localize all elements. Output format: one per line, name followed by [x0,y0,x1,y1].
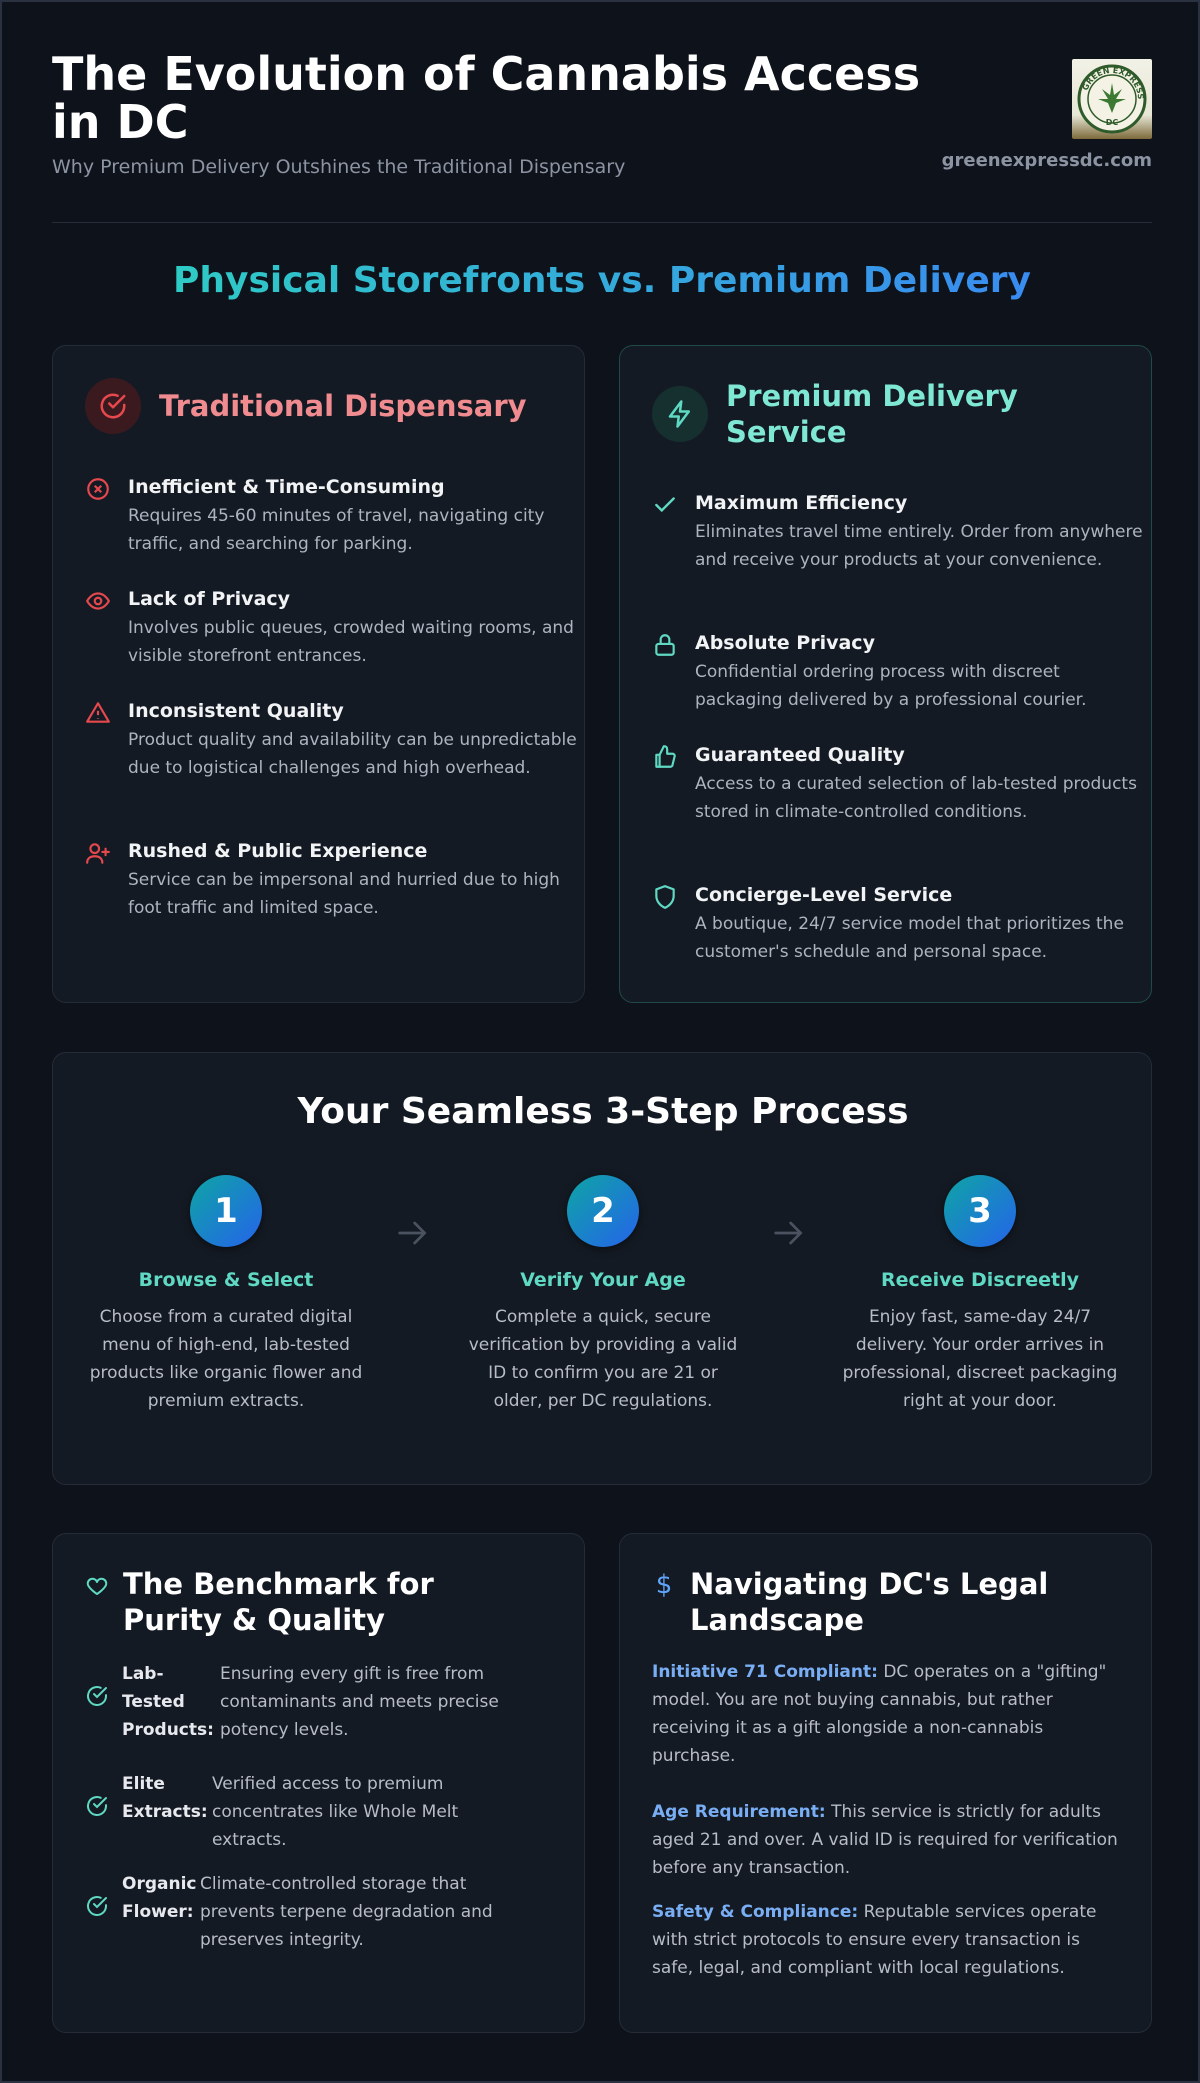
legal-description: This service is strictly for adults aged 21 and over. A valid ID is required for verification before any transaction. [652,1802,1118,1878]
brand-logo [1072,59,1152,139]
process-step [86,1175,366,1415]
dollar-icon: $ [655,1570,673,1600]
traditional-item [85,698,585,782]
quality-card [52,1533,585,2033]
step-description: Choose from a curated digital menu of high-end, lab-tested products like organic flower and premium extracts. [89,1307,363,1411]
traditional-card-header [85,378,527,434]
check-circle-icon [85,1770,115,1854]
legal-card-header [652,1566,1110,1638]
quality-description: Climate-controlled storage that prevents terpene degradation and preserves integrity. [200,1874,493,1950]
traditional-card-title: Traditional Dispensary [159,389,527,423]
page-title: The Evolution of Cannabis Access in DC [52,47,921,149]
step-number: 3 [944,1175,1016,1247]
item-title: Inefficient & Time-Consuming [128,476,445,498]
warning-icon [85,700,113,782]
item-title: Maximum Efficiency [695,492,908,514]
quality-title: The Benchmark for Purity & Quality [123,1567,434,1637]
check-icon [652,492,680,574]
step-number: 2 [567,1175,639,1247]
quality-item [85,1770,512,1854]
premium-card [619,345,1152,1003]
traditional-card [52,345,585,1003]
header [52,47,1152,190]
legal-label: Safety & Compliance: [652,1902,859,1922]
infographic [52,47,1152,1978]
lightning-icon [652,386,708,442]
check-circle-icon [85,1870,115,1954]
quality-label: Elite Extracts: [122,1774,208,1822]
logo-dc-text: DC [1105,118,1119,127]
step-description: Enjoy fast, same-day 24/7 delivery. Your order arrives in professional, discreet packaging right at your door. [842,1307,1118,1411]
legal-description: Reputable services operate with strict protocols to ensure every transaction is safe, legal, and compliant with local regulations. [652,1902,1097,1978]
premium-item [652,742,1152,826]
thumbs-up-icon [652,744,680,826]
traditional-item [85,838,585,922]
premium-card-header [652,378,1056,450]
item-description: Eliminates travel time entirely. Order from anywhere and receive your products at your convenience. [695,522,1143,570]
item-description: Access to a curated selection of lab-tested products stored in climate-controlled conditions. [695,774,1137,822]
item-description: A boutique, 24/7 service model that prioritizes the customer's schedule and personal space. [695,914,1124,962]
check-circle-icon [85,378,141,434]
process-step [840,1175,1120,1415]
legal-description: DC operates on a "gifting" model. You are not buying cannabis, but rather receiving it as a gift alongside a non-cannabis purchase. [652,1662,1107,1766]
item-title: Rushed & Public Experience [128,840,428,862]
shield-icon [652,884,680,966]
arrow-right-icon [769,1213,809,1253]
step-title: Verify Your Age [520,1269,686,1291]
item-title: Inconsistent Quality [128,700,344,722]
eye-icon [85,588,113,670]
legal-title: Navigating DC's Legal Landscape [690,1567,1049,1637]
item-description: Confidential ordering process with discreet packaging delivered by a professional courier. [695,662,1087,710]
step-title: Browse & Select [138,1269,314,1291]
legal-label: Initiative 71 Compliant: [652,1662,878,1682]
item-title: Concierge-Level Service [695,884,953,906]
quality-label: Lab-Tested Products: [122,1664,214,1740]
arrow-right-icon [393,1213,433,1253]
user-plus-icon [85,840,113,922]
premium-item [652,882,1152,966]
traditional-item [85,474,585,558]
lock-icon [652,632,680,714]
quality-item [85,1870,520,1954]
quality-description: Ensuring every gift is free from contaminants and meets precise potency levels. [220,1664,499,1740]
process-card [52,1052,1152,1485]
item-title: Lack of Privacy [128,588,291,610]
item-description: Product quality and availability can be unpredictable due to logistical challenges and high overhead. [128,730,577,778]
item-title: Absolute Privacy [695,632,875,654]
legal-card [619,1533,1152,2033]
legal-label: Age Requirement: [652,1802,826,1822]
quality-card-header [85,1566,523,1638]
website-url[interactable]: greenexpressdc.com [941,150,1152,171]
step-description: Complete a quick, secure verification by providing a valid ID to confirm you are 21 or older, per DC regulations. [468,1307,738,1411]
item-description: Service can be impersonal and hurried due to high foot traffic and limited space. [128,870,560,918]
quality-label: Organic Flower: [122,1874,197,1922]
process-title: Your Seamless 3-Step Process [297,1091,909,1132]
step-number: 1 [190,1175,262,1247]
legal-item [652,1658,1122,1770]
legal-item [652,1798,1122,1882]
header-divider [52,222,1152,223]
step-title: Receive Discreetly [880,1269,1080,1291]
premium-item [652,630,1152,714]
x-circle-icon [85,476,113,558]
premium-card-title: Premium Delivery Service [726,379,1018,449]
item-title: Guaranteed Quality [695,744,905,766]
quality-description: Verified access to premium concentrates like Whole Melt extracts. [212,1774,459,1850]
comparison-heading: Physical Storefronts vs. Premium Delivery [52,260,1152,301]
item-description: Involves public queues, crowded waiting rooms, and visible storefront entrances. [128,618,574,666]
traditional-item [85,586,585,670]
quality-item [85,1660,540,1744]
premium-item [652,490,1152,574]
logo-arc-text: GREEN EXPRESS [1080,65,1146,100]
page-subtitle: Why Premium Delivery Outshines the Traditional Dispensary [52,156,626,178]
check-circle-icon [85,1660,115,1744]
item-description: Requires 45-60 minutes of travel, navigating city traffic, and searching for parking. [128,506,545,554]
process-step [463,1175,743,1415]
legal-item [652,1898,1122,1982]
heart-icon [85,1574,109,1602]
